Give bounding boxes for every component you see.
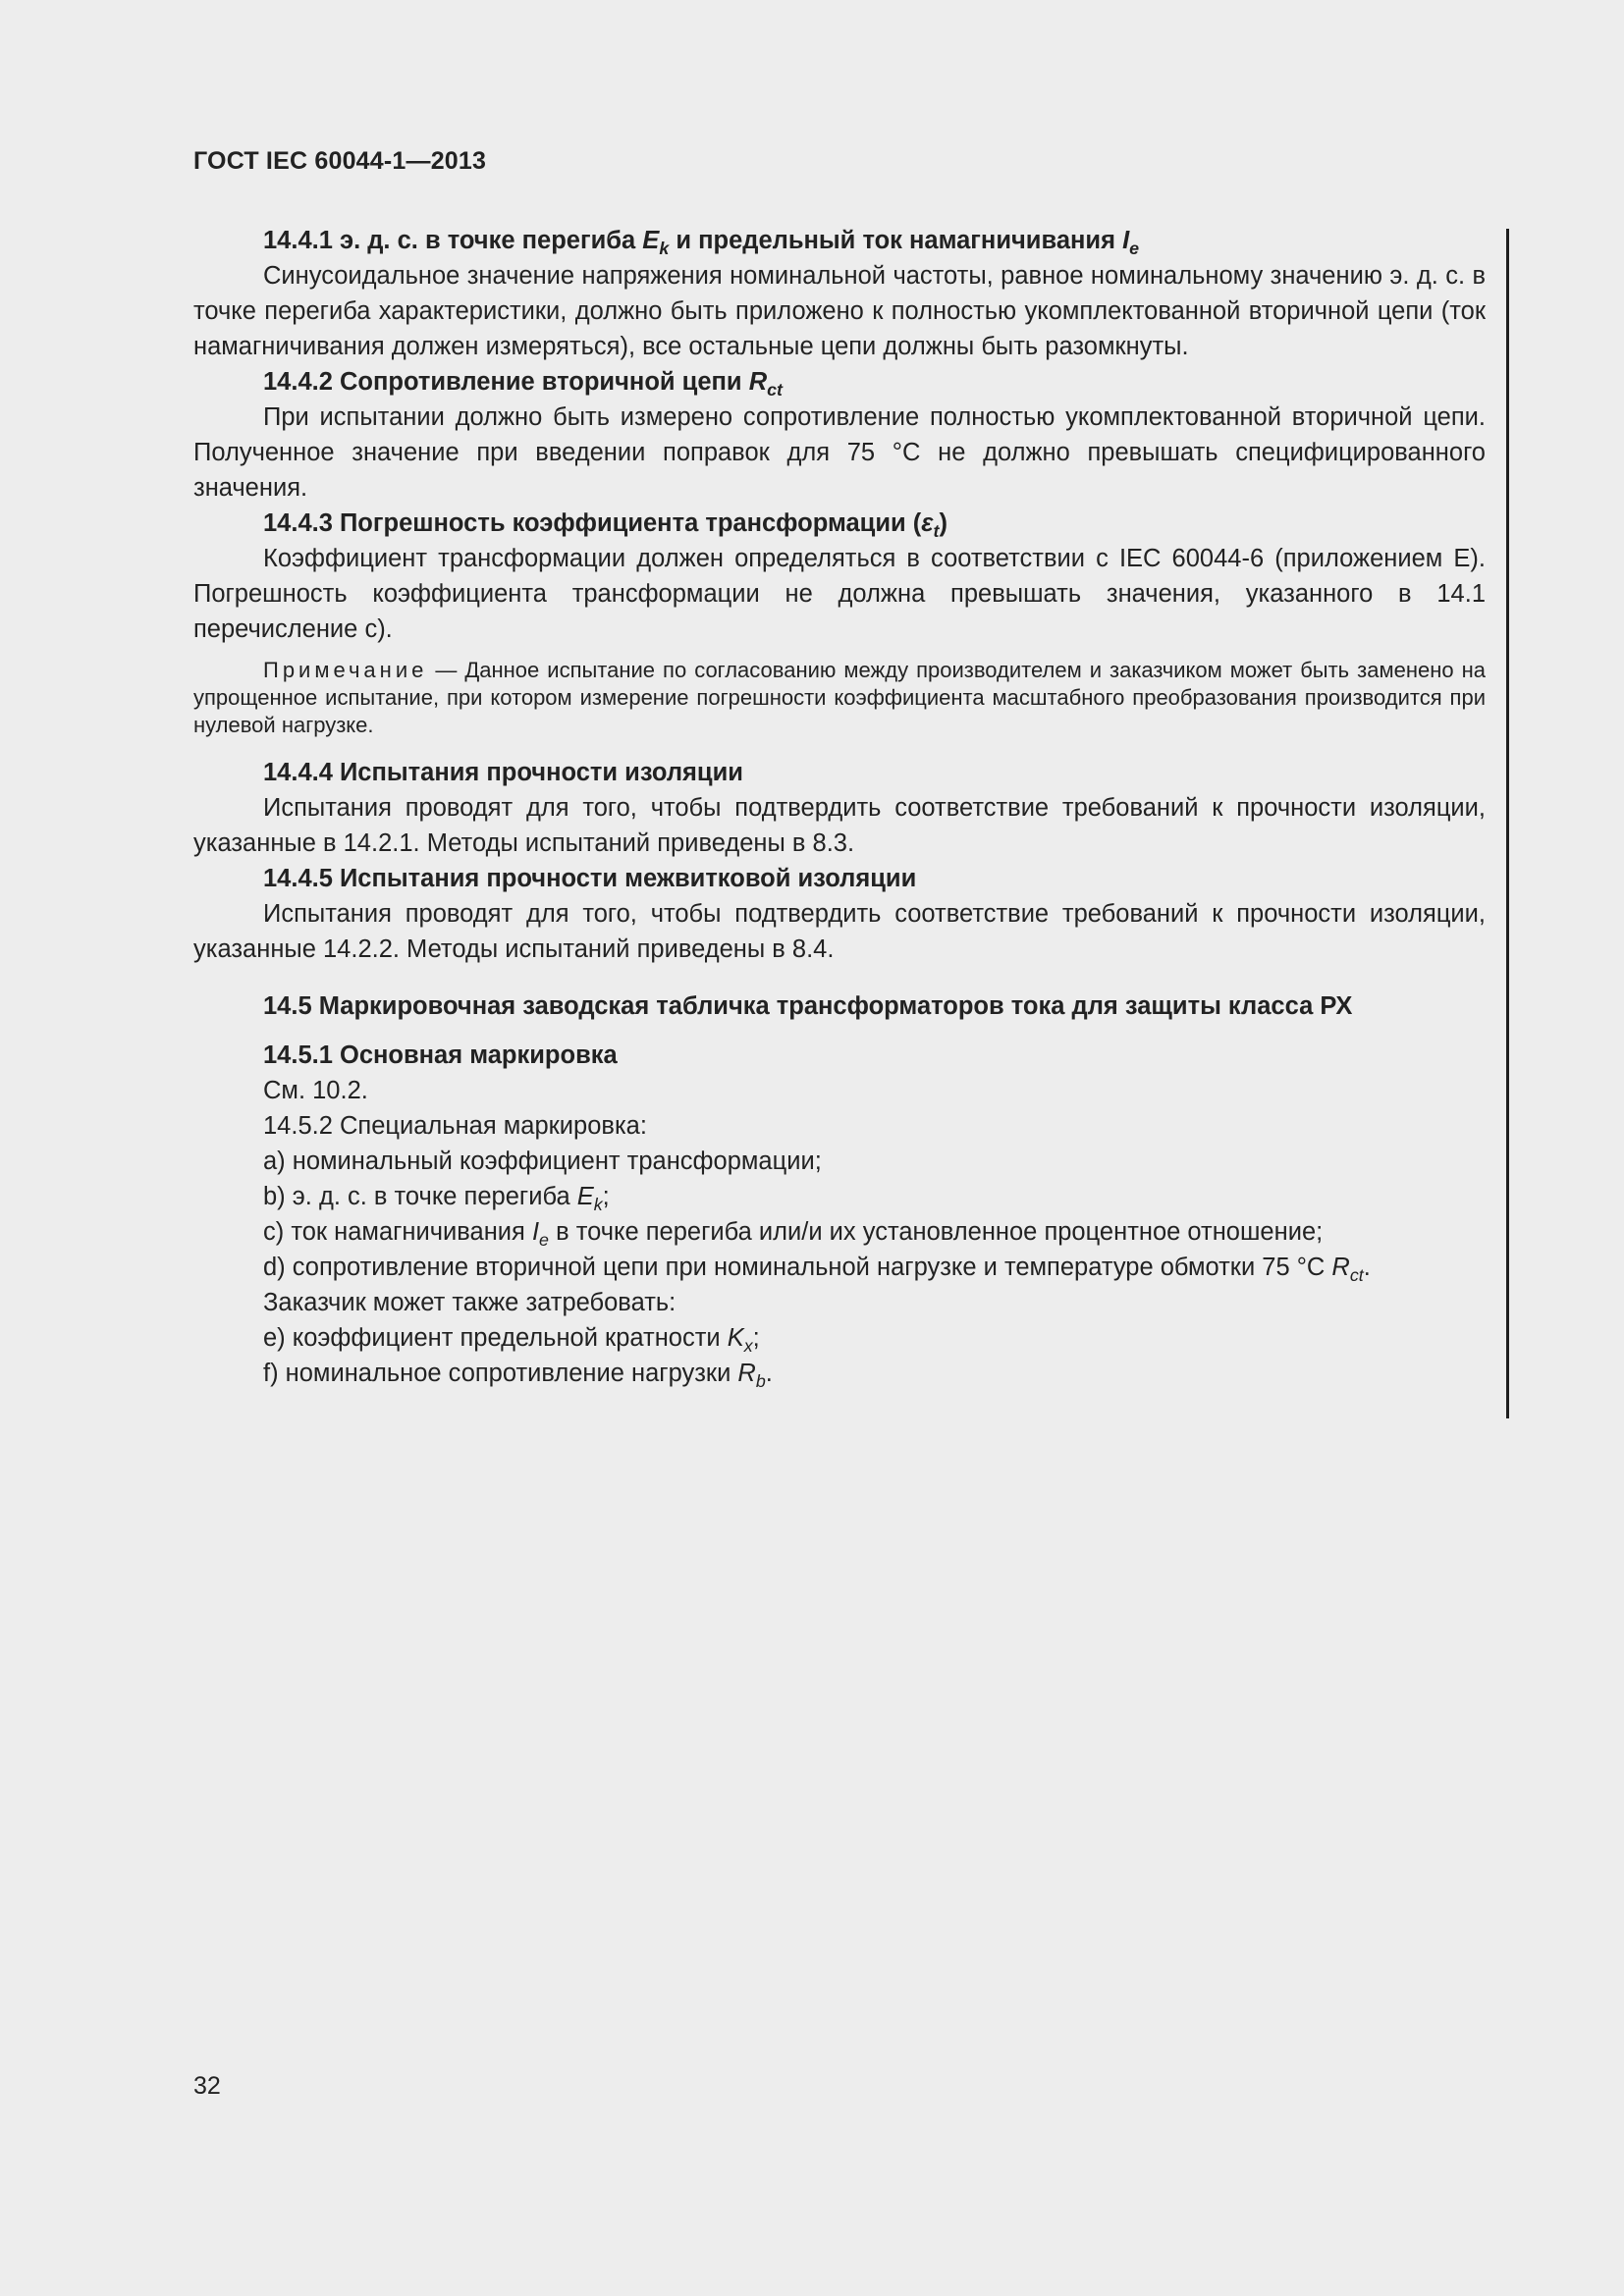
symbol-kx: $K_x$ [727,1324,753,1357]
special-marking-heading: 14.5.2 Специальная маркировка: [263,1112,647,1140]
customer-request-text: Заказчик может также затребовать: [263,1289,677,1316]
symbol-rct: $R_{ct}$ [748,368,783,400]
symbol-ie: $I_e$ [531,1218,549,1251]
note-text: — Данное испытание по согласованию между производителем и заказчиком может быть заменено на упрощенное испытание, при котором измерение погрешности коэффициента масштабного преобразования производится при нулевой нагрузке. [193,658,1486,737]
paragraph-14-4-1: Синусоидальное значение напряжения номинальной частоты, равное номинальному значению э. д. с. в точке перегиба характеристики, должно быть приложено к полностью укомплектованной вторичной цепи (ток намагничивания должен измеряться), все остальные цепи должны быть разомкнуты. [193,262,1486,360]
note-label: Примечание [263,658,428,682]
heading-14-4-4: 14.4.4 Испытания прочности изоляции [263,759,743,786]
symbol-ek: $E_k$ [642,227,670,259]
paragraph-14-4-4: Испытания проводят для того, чтобы подтвердить соответствие требований к прочности изоляции, указанные в 14.2.1. Методы испытаний приведены в 8.3. [193,794,1486,857]
page-header: ГОСТ IEC 60044-1—2013 [193,147,487,175]
page-content [193,223,1486,1391]
heading-14-4-3: 14.4.3 Погрешность коэффициента трансформации $(\varepsilon_t)$ [263,509,947,542]
page-number: 32 [193,2072,221,2100]
heading-14-4-1: 14.4.1 э. д. с. в точке перегиба $E_k$ и предельный ток намагничивания $I_e$ [263,227,1140,259]
heading-14-4-2: 14.4.2 Сопротивление вторичной цепи $R_{ct}$ [263,368,783,400]
symbol-ie: $I_e$ [1122,227,1140,259]
revision-bar [1506,229,1509,1418]
symbol-rb: $R_b$ [737,1360,766,1392]
list-item-a: a) номинальный коэффициент трансформации; [263,1148,822,1175]
note [193,657,1486,739]
reference-text: См. 10.2. [263,1077,368,1104]
list-item-e: e) коэффициент предельной кратности $K_x$; [263,1324,760,1357]
symbol-epsilon-t: $\varepsilon_t$ [921,509,940,542]
paragraph-14-4-2: При испытании должно быть измерено сопротивление полностью укомплектованной вторичной цепи. Полученное значение при введении поправок для 75 °С не должно превышать специфицированного значения. [193,403,1486,502]
list-item-c: c) ток намагничивания $I_e$ в точке перегиба или/и их установленное процентное отношение; [263,1218,1324,1251]
heading-14-5-1: 14.5.1 Основная маркировка [263,1041,618,1069]
list-item-f: f) номинальное сопротивление нагрузки $R_b$. [263,1360,773,1392]
paragraph-14-4-5: Испытания проводят для того, чтобы подтвердить соответствие требований к прочности изоляции, указанные 14.2.2. Методы испытаний приведены в 8.4. [193,900,1486,963]
paragraph-14-4-3: Коэффициент трансформации должен определяться в соответствии с IEC 60044-6 (приложением Е). Погрешность коэффициента трансформации не должна превышать значения, указанного в 14.1 перечисление с). [193,545,1486,643]
heading-14-5: 14.5 Маркировочная заводская табличка трансформаторов тока для защиты класса РХ [263,992,1353,1020]
list-item-b: b) э. д. с. в точке перегиба $E_k$; [263,1183,610,1215]
list-item-d: d) сопротивление вторичной цепи при номинальной нагрузке и температуре обмотки 75 °С $R_{ct}$. [263,1254,1371,1286]
symbol-ek: $E_k$ [576,1183,603,1215]
symbol-rct: $R_{ct}$ [1331,1254,1364,1286]
heading-14-4-5: 14.4.5 Испытания прочности межвитковой изоляции [263,865,917,892]
